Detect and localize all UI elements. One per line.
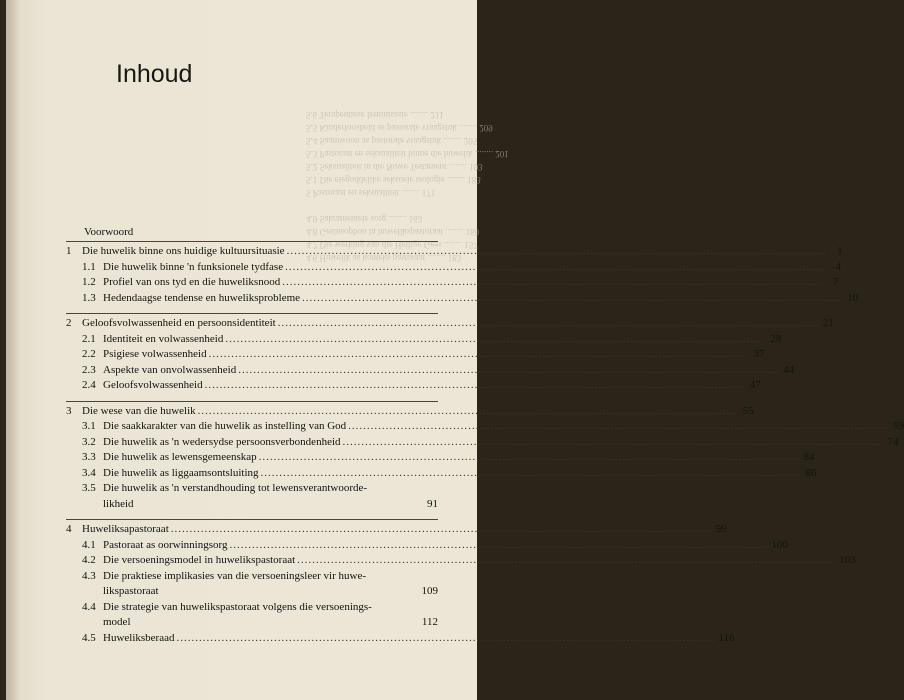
item-number: 4.1: [82, 538, 96, 551]
toc-section-4: [66, 519, 856, 646]
dot-leader: [207, 347, 751, 363]
item-title: Identiteit en volwassenheid: [103, 332, 224, 345]
dot-leader: [346, 419, 890, 435]
page-number: 4: [835, 260, 842, 273]
item-title: Die huwelik as lewensgemeenskap: [103, 451, 257, 463]
item-number: 2.2: [82, 348, 96, 360]
toc-item-row: [66, 631, 735, 647]
item-number: 3.2: [82, 435, 96, 448]
item-title-continuation: likspastoraat: [103, 585, 159, 597]
dot-leader: [236, 363, 780, 379]
page-number: 116: [718, 631, 735, 644]
toc-section-1: [66, 241, 859, 306]
toc-item-row: [66, 435, 899, 451]
page-number: 59: [893, 420, 904, 432]
item-title: Die huwelik binne 'n funksionele tydfase: [103, 260, 284, 273]
item-number: 2.3: [82, 363, 96, 376]
item-number: 2.1: [82, 332, 96, 345]
show-through-text: 4.6 Huwelik as konteks pastoraat ........ 183 4.7 Die werking van die Heilige Gees ........ 157 4.8 Gesinsopbou in huwelikspastoraat ........ 160 4.9 Sakramentele sorg ........ 163 5 Pastoraat en seksualiteit ........ 171 5.1 Die eiegoddelike seksuele teologie ........ 183 5.2 Seksualiteit in die Nuwe Testament ........ 193 5.3 Pastoraat en seksualiteit binne die huwelik ........ 201 5.4 Saamwoon as pastorale vraagstuk ........ 205 5.5 Kinderloosheid as pastorale vraagstuk ........ 209 5.6 Terapeutiese feminisasie ........ 211: [306, 110, 509, 263]
item-number: 2.4: [82, 379, 96, 391]
dot-leader: [223, 332, 767, 348]
page-number: 55: [742, 404, 754, 417]
dot-leader: [227, 538, 771, 554]
item-number: 3.5: [82, 482, 96, 494]
toc-item-continuation: [66, 497, 438, 513]
item-title: Die praktiese implikasies van die versoeningsleer vir huwe-: [103, 569, 367, 582]
chapter-title: Huweliksapastoraat: [82, 523, 169, 535]
dot-leader: [295, 553, 839, 569]
toc-section-2: [66, 313, 834, 394]
toc-item-row: [66, 569, 438, 585]
item-number: 4.2: [82, 554, 96, 566]
item-title: Profiel van ons tyd en die huweliksnood: [103, 276, 281, 288]
chapter-title: Geloofsvolwassenheid en persoonsidentiteit: [82, 317, 276, 329]
dot-leader: [259, 466, 803, 482]
item-number: 1.3: [82, 291, 96, 304]
page-number: 44: [783, 363, 795, 376]
page-number: 99: [715, 523, 727, 535]
toc-item-row: [66, 347, 765, 363]
toc-item-continuation: [66, 584, 438, 600]
page-number: 84: [803, 451, 815, 463]
item-number: 4.3: [82, 569, 96, 582]
item-title: Die saakkarakter van die huwelik as instelling van God: [103, 420, 347, 432]
item-title: Die strategie van huwelikspastoraat volgens die versoenings-: [103, 600, 372, 613]
page-number: 86: [805, 466, 817, 479]
page-number: 103: [839, 554, 856, 566]
dot-leader: [203, 378, 747, 394]
item-number: 3.3: [82, 451, 96, 463]
toc-chapter-row: [66, 244, 843, 260]
item-title: Huweliksberaad: [103, 631, 175, 644]
dot-leader: [283, 260, 827, 276]
page-number: 7: [832, 276, 839, 288]
toc-item-row: [66, 378, 761, 394]
item-title-continuation: likheid: [103, 497, 134, 510]
chapter-number: 4: [66, 523, 72, 535]
toc-item-row: [66, 553, 856, 569]
toc-item-row: [66, 332, 782, 348]
item-number: 1.1: [82, 260, 96, 273]
dot-leader: [169, 522, 713, 538]
toc-item-continuation: [66, 615, 438, 631]
chapter-number: 2: [66, 317, 72, 329]
toc-item-row: [66, 419, 904, 435]
toc-item-row: [66, 466, 817, 482]
dot-leader: [196, 404, 740, 420]
item-title: Geloofsvolwassenheid: [103, 379, 203, 391]
item-title-continuation: model: [103, 616, 131, 628]
item-title: Psigiese volwassenheid: [103, 348, 207, 360]
item-number: 4.5: [82, 631, 96, 644]
page-number: 28: [770, 332, 782, 345]
toc-section-3: [66, 401, 904, 513]
chapter-number: 3: [66, 404, 72, 417]
page-number: 74: [887, 435, 899, 448]
toc-item-row: [66, 481, 438, 497]
item-title: Hedendaagse tendense en huweliksprobleme: [103, 291, 301, 304]
page-number: 47: [749, 379, 761, 391]
dot-leader: [276, 316, 820, 332]
dot-leader: [341, 435, 885, 451]
page-number: 10: [847, 291, 859, 304]
dot-leader: [257, 450, 801, 466]
item-title: Pastoraat as oorwinningsorg: [103, 538, 228, 551]
toc-chapter-row: [66, 522, 727, 538]
item-number: 3.4: [82, 466, 96, 479]
page-title: Inhoud: [116, 60, 193, 88]
page-number: 37: [753, 348, 765, 360]
toc-foreword: Voorwoord: [84, 226, 134, 238]
toc-item-row: [66, 275, 839, 291]
chapter-number: 1: [66, 245, 72, 257]
item-number: 1.2: [82, 276, 96, 288]
item-title: Die huwelik as 'n wedersydse persoonsverbondenheid: [103, 435, 341, 448]
toc-item-row: [66, 538, 788, 554]
table-of-contents: [66, 224, 904, 653]
book-page: [6, 0, 904, 700]
item-title: Die huwelik as 'n verstandhouding tot lewensverantwoorde-: [103, 482, 368, 494]
toc-item-row: [66, 363, 795, 379]
dot-leader: [280, 275, 824, 291]
toc-chapter-row: [66, 404, 754, 420]
toc-item-row: [66, 450, 815, 466]
chapter-title: Die wese van die huwelik: [82, 404, 196, 417]
page-number: 109: [421, 585, 438, 597]
toc-chapter-row: [66, 316, 834, 332]
page-number: 1: [837, 245, 843, 257]
toc-item-row: [66, 291, 859, 307]
page-number: 100: [771, 538, 788, 551]
page-number: 91: [427, 497, 438, 510]
item-number: 4.4: [82, 600, 96, 613]
chapter-title: Die huwelik binne ons huidige kultuursituasie: [82, 245, 285, 257]
dot-leader: [300, 291, 844, 307]
dot-leader: [285, 244, 829, 260]
item-title: Aspekte van onvolwassenheid: [103, 363, 237, 376]
item-title: Die versoeningsmodel in huwelikspastoraat: [103, 554, 296, 566]
item-number: 3.1: [82, 420, 96, 432]
toc-item-row: [66, 600, 438, 616]
item-title: Die huwelik as liggaamsontsluiting: [103, 466, 259, 479]
page-number: 21: [822, 317, 834, 329]
page-number: 112: [421, 616, 438, 628]
dot-leader: [174, 631, 718, 647]
toc-item-row: [66, 260, 842, 276]
